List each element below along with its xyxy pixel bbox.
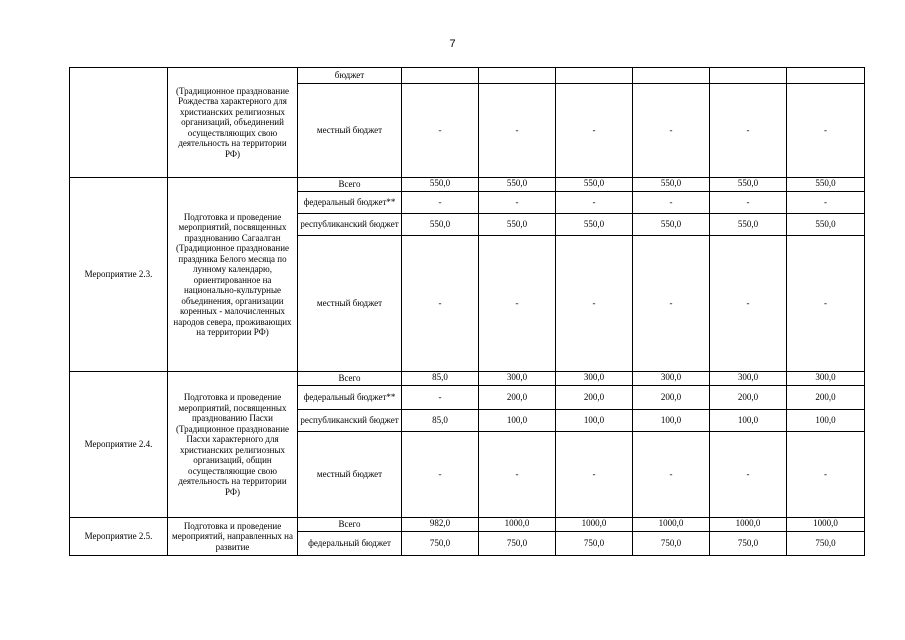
activity-description: (Традиционное празднование Рождества характерного для христианских религиозных организаций, объединений осуществляющих свою деятельность на территории РФ) — [168, 68, 298, 178]
amount-cell: 100,0 — [479, 410, 556, 432]
amount-cell: 550,0 — [633, 178, 710, 192]
amount-cell: 550,0 — [479, 214, 556, 236]
funding-source: республиканский бюджет — [298, 410, 402, 432]
amount-cell: 200,0 — [633, 386, 710, 410]
amount-cell: 550,0 — [710, 178, 787, 192]
table-row — [70, 372, 865, 386]
amount-cell: 85,0 — [402, 410, 479, 432]
amount-cell: 100,0 — [710, 410, 787, 432]
amount-cell: 550,0 — [633, 214, 710, 236]
funding-source: местный бюджет — [298, 84, 402, 178]
amount-cell: 1000,0 — [633, 518, 710, 532]
amount-cell: 550,0 — [556, 214, 633, 236]
amount-cell: 750,0 — [710, 532, 787, 556]
amount-cell: 1000,0 — [479, 518, 556, 532]
amount-cell: - — [402, 386, 479, 410]
amount-cell: 100,0 — [787, 410, 865, 432]
amount-cell: 750,0 — [633, 532, 710, 556]
amount-cell: 300,0 — [787, 372, 865, 386]
activity-description: Подготовка и проведение мероприятий, посвященных празднованию Сагаалган (Традиционное празднование праздника Белого месяца по лунному календарю, ориентированное на национально-культурные объединения, организации коренных - малочисленных народов севера, проживающих на территории РФ) — [168, 178, 298, 372]
amount-cell: 550,0 — [710, 214, 787, 236]
amount-cell: - — [479, 192, 556, 214]
amount-cell: - — [556, 236, 633, 372]
amount-cell: 750,0 — [402, 532, 479, 556]
amount-cell: 550,0 — [402, 178, 479, 192]
amount-cell: - — [633, 236, 710, 372]
activity-description: Подготовка и проведение мероприятий, направленных на развитие — [168, 518, 298, 556]
amount-cell — [402, 68, 479, 84]
amount-cell: - — [479, 236, 556, 372]
amount-cell: 982,0 — [402, 518, 479, 532]
amount-cell: 85,0 — [402, 372, 479, 386]
funding-source: Всего — [298, 518, 402, 532]
amount-cell: 1000,0 — [787, 518, 865, 532]
amount-cell: - — [710, 236, 787, 372]
amount-cell: - — [710, 432, 787, 518]
amount-cell: 550,0 — [787, 178, 865, 192]
amount-cell: - — [787, 236, 865, 372]
amount-cell: 550,0 — [402, 214, 479, 236]
amount-cell: 750,0 — [479, 532, 556, 556]
amount-cell: 200,0 — [710, 386, 787, 410]
amount-cell: 200,0 — [479, 386, 556, 410]
amount-cell: - — [633, 432, 710, 518]
funding-source: федеральный бюджет** — [298, 386, 402, 410]
amount-cell: 300,0 — [479, 372, 556, 386]
amount-cell: 750,0 — [787, 532, 865, 556]
amount-cell: - — [633, 84, 710, 178]
funding-source: федеральный бюджет** — [298, 192, 402, 214]
budget-table — [69, 67, 865, 556]
funding-source: местный бюджет — [298, 432, 402, 518]
funding-source: бюджет — [298, 68, 402, 84]
amount-cell: 1000,0 — [556, 518, 633, 532]
funding-source: республиканский бюджет — [298, 214, 402, 236]
amount-cell: - — [556, 432, 633, 518]
amount-cell: 550,0 — [556, 178, 633, 192]
amount-cell: 550,0 — [479, 178, 556, 192]
amount-cell: - — [710, 84, 787, 178]
amount-cell — [556, 68, 633, 84]
amount-cell: 300,0 — [633, 372, 710, 386]
amount-cell: - — [479, 432, 556, 518]
page-number: 7 — [449, 38, 456, 50]
activity-description: Подготовка и проведение мероприятий, посвященных празднованию Пасхи (Традиционное празднование Пасхи характерного для христианских религиозных организаций, общин осуществляющие свою деятельность на территории РФ) — [168, 372, 298, 518]
amount-cell: - — [479, 84, 556, 178]
amount-cell: 300,0 — [556, 372, 633, 386]
amount-cell: - — [402, 84, 479, 178]
activity-code: Мероприятие 2.5. — [70, 518, 168, 556]
amount-cell: - — [556, 84, 633, 178]
amount-cell: 200,0 — [787, 386, 865, 410]
amount-cell: 750,0 — [556, 532, 633, 556]
amount-cell: - — [402, 432, 479, 518]
amount-cell: - — [787, 192, 865, 214]
amount-cell: - — [402, 236, 479, 372]
amount-cell: - — [787, 84, 865, 178]
funding-source: Всего — [298, 178, 402, 192]
activity-code: Мероприятие 2.4. — [70, 372, 168, 518]
amount-cell: - — [710, 192, 787, 214]
funding-source: местный бюджет — [298, 236, 402, 372]
amount-cell: - — [556, 192, 633, 214]
amount-cell — [479, 68, 556, 84]
activity-code — [70, 68, 168, 178]
table-row — [70, 68, 865, 84]
funding-source: Всего — [298, 372, 402, 386]
amount-cell — [710, 68, 787, 84]
amount-cell: 300,0 — [710, 372, 787, 386]
amount-cell — [633, 68, 710, 84]
table-row — [70, 178, 865, 192]
amount-cell: - — [633, 192, 710, 214]
amount-cell: 550,0 — [787, 214, 865, 236]
amount-cell: 200,0 — [556, 386, 633, 410]
amount-cell: 100,0 — [633, 410, 710, 432]
amount-cell: - — [787, 432, 865, 518]
amount-cell — [787, 68, 865, 84]
amount-cell: 100,0 — [556, 410, 633, 432]
activity-code: Мероприятие 2.3. — [70, 178, 168, 372]
amount-cell: - — [402, 192, 479, 214]
funding-source: федеральный бюджет — [298, 532, 402, 556]
amount-cell: 1000,0 — [710, 518, 787, 532]
table-row — [70, 518, 865, 532]
